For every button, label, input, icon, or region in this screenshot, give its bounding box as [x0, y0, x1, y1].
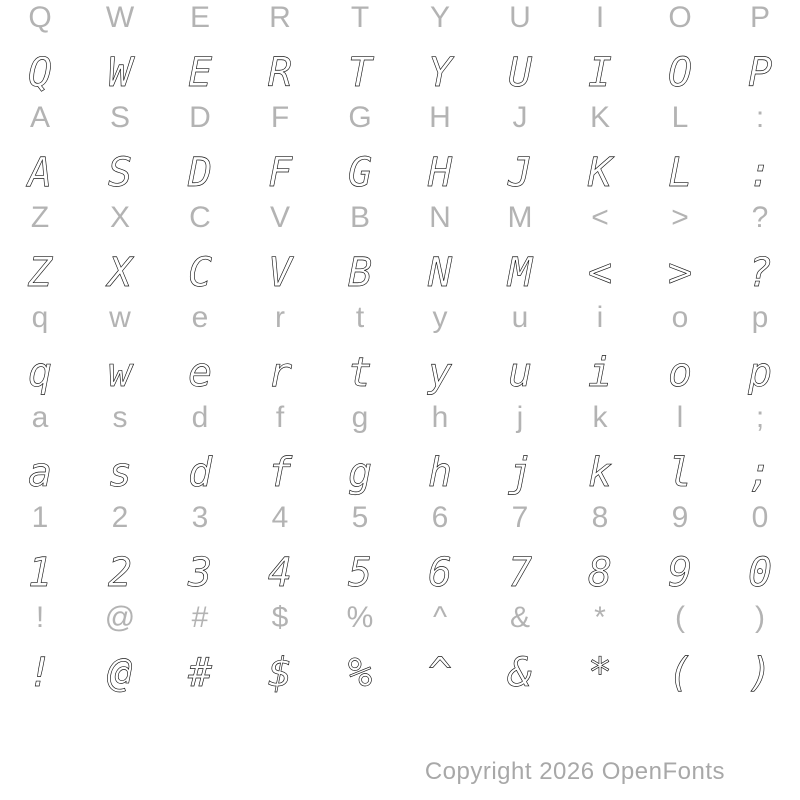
- reference-glyph: H: [429, 101, 451, 134]
- specimen-glyph: @: [107, 650, 133, 696]
- reference-glyph: U: [509, 1, 531, 34]
- specimen-glyph: 8: [587, 550, 613, 596]
- specimen-glyph: i: [587, 350, 613, 396]
- reference-glyph: (: [675, 601, 685, 634]
- specimen-glyph: 1: [27, 550, 53, 596]
- specimen-glyph: #: [187, 650, 213, 696]
- reference-glyph: o: [671, 301, 689, 334]
- reference-glyph: 7: [511, 501, 529, 534]
- reference-glyph: O: [668, 1, 692, 34]
- reference-glyph: ^: [432, 601, 448, 634]
- reference-glyph: I: [595, 1, 605, 34]
- reference-glyph: y: [432, 301, 448, 334]
- specimen-glyph: %: [347, 650, 373, 696]
- specimen-glyph: Q: [27, 50, 53, 96]
- reference-glyph: 0: [751, 501, 769, 534]
- reference-glyph: J: [512, 101, 528, 134]
- reference-glyph-row-6: [0, 600, 800, 646]
- specimen-glyph: Y: [427, 50, 453, 96]
- specimen-glyph: U: [507, 50, 533, 96]
- reference-glyph: e: [191, 301, 209, 334]
- reference-glyph: !: [35, 601, 45, 634]
- specimen-glyph: R: [267, 50, 293, 96]
- reference-glyph: &: [509, 601, 530, 634]
- specimen-glyph: h: [427, 450, 453, 496]
- specimen-glyph: *: [587, 650, 613, 696]
- reference-glyph: M: [507, 201, 533, 234]
- reference-glyph-row-3: [0, 300, 800, 346]
- specimen-glyph: Z: [27, 250, 53, 296]
- reference-glyph: d: [191, 401, 209, 434]
- reference-glyph: 6: [431, 501, 449, 534]
- reference-glyph: q: [31, 301, 49, 334]
- reference-glyph: ?: [751, 201, 769, 234]
- specimen-glyph: >: [667, 250, 693, 296]
- specimen-glyph: ?: [747, 250, 773, 296]
- specimen-glyph: H: [427, 150, 453, 196]
- reference-glyph: 3: [191, 501, 209, 534]
- reference-glyph: k: [592, 401, 608, 434]
- specimen-glyph: G: [347, 150, 373, 196]
- reference-glyph: B: [349, 201, 370, 234]
- specimen-glyph: V: [267, 250, 293, 296]
- reference-glyph: j: [516, 401, 524, 434]
- reference-glyph: r: [275, 301, 285, 334]
- reference-glyph: P: [749, 1, 770, 34]
- specimen-glyph: X: [107, 250, 133, 296]
- specimen-glyph-row-0: [0, 46, 800, 100]
- reference-glyph: @: [104, 601, 136, 634]
- specimen-glyph: d: [187, 450, 213, 496]
- reference-glyph: Z: [30, 201, 50, 234]
- specimen-glyph: u: [507, 350, 533, 396]
- reference-glyph-row-0: [0, 0, 800, 46]
- specimen-glyph: 2: [107, 550, 133, 596]
- reference-glyph: K: [589, 101, 610, 134]
- reference-glyph: g: [351, 401, 369, 434]
- specimen-glyph: I: [587, 50, 613, 96]
- reference-glyph: l: [676, 401, 684, 434]
- reference-glyph: Q: [28, 1, 52, 34]
- reference-glyph: ): [755, 601, 765, 634]
- specimen-glyph: e: [187, 350, 213, 396]
- reference-glyph: W: [105, 1, 135, 34]
- specimen-glyph: D: [187, 150, 213, 196]
- reference-glyph: X: [109, 201, 130, 234]
- reference-glyph: E: [189, 1, 210, 34]
- specimen-glyph: ): [747, 650, 773, 696]
- reference-glyph: V: [269, 201, 290, 234]
- copyright-text: Copyright 2026 OpenFonts: [424, 758, 725, 785]
- specimen-glyph: y: [427, 350, 453, 396]
- specimen-glyph: :: [747, 150, 773, 196]
- specimen-glyph: J: [507, 150, 533, 196]
- reference-glyph: 4: [271, 501, 289, 534]
- specimen-glyph: &: [507, 650, 533, 696]
- reference-glyph: 8: [591, 501, 609, 534]
- specimen-glyph: a: [27, 450, 53, 496]
- reference-glyph: h: [431, 401, 449, 434]
- reference-glyph: C: [189, 201, 211, 234]
- specimen-glyph: o: [667, 350, 693, 396]
- specimen-glyph: W: [107, 50, 133, 96]
- specimen-glyph: P: [747, 50, 773, 96]
- specimen-glyph: 4: [267, 550, 293, 596]
- specimen-glyph: 0: [747, 550, 773, 596]
- specimen-glyph: 9: [667, 550, 693, 596]
- specimen-glyph: <: [587, 250, 613, 296]
- specimen-glyph: N: [427, 250, 453, 296]
- specimen-glyph: s: [107, 450, 133, 496]
- reference-glyph: 1: [31, 501, 49, 534]
- reference-glyph: D: [189, 101, 211, 134]
- reference-glyph: G: [348, 101, 372, 134]
- reference-glyph: t: [355, 301, 365, 334]
- reference-glyph: F: [270, 101, 290, 134]
- reference-glyph: p: [751, 301, 769, 334]
- specimen-glyph: q: [27, 350, 53, 396]
- reference-glyph: w: [109, 301, 131, 334]
- reference-glyph-row-2: [0, 200, 800, 246]
- reference-glyph: R: [269, 1, 291, 34]
- specimen-glyph: g: [347, 450, 373, 496]
- reference-glyph-row-5: [0, 500, 800, 546]
- reference-glyph: *: [594, 601, 606, 634]
- specimen-glyph-row-1: [0, 146, 800, 200]
- reference-glyph: <: [591, 201, 609, 234]
- specimen-glyph: (: [667, 650, 693, 696]
- specimen-glyph: t: [347, 350, 373, 396]
- specimen-glyph: p: [747, 350, 773, 396]
- specimen-glyph: r: [267, 350, 293, 396]
- reference-glyph: S: [109, 101, 130, 134]
- reference-glyph: %: [346, 601, 374, 634]
- reference-glyph: A: [29, 101, 50, 134]
- reference-glyph-row-4: [0, 400, 800, 446]
- specimen-glyph: S: [107, 150, 133, 196]
- reference-glyph: u: [511, 301, 529, 334]
- specimen-glyph-row-5: [0, 546, 800, 600]
- specimen-glyph: E: [187, 50, 213, 96]
- reference-glyph: #: [191, 601, 209, 634]
- reference-glyph: i: [596, 301, 604, 334]
- specimen-glyph: 6: [427, 550, 453, 596]
- specimen-glyph-row-4: [0, 446, 800, 500]
- reference-glyph: $: [271, 601, 289, 634]
- reference-glyph-row-1: [0, 100, 800, 146]
- reference-glyph: a: [31, 401, 49, 434]
- specimen-glyph: O: [667, 50, 693, 96]
- reference-glyph: 5: [351, 501, 369, 534]
- reference-glyph: :: [755, 101, 765, 134]
- specimen-glyph: ^: [427, 650, 453, 696]
- specimen-glyph: ;: [747, 450, 773, 496]
- specimen-glyph: M: [507, 250, 533, 296]
- reference-glyph: 2: [111, 501, 129, 534]
- reference-glyph: L: [671, 101, 689, 134]
- reference-glyph: ;: [755, 401, 765, 434]
- reference-glyph: N: [429, 201, 451, 234]
- specimen-glyph: 7: [507, 550, 533, 596]
- specimen-glyph: $: [267, 650, 293, 696]
- specimen-glyph: k: [587, 450, 613, 496]
- reference-glyph: 9: [671, 501, 689, 534]
- specimen-glyph: l: [667, 450, 693, 496]
- specimen-glyph: K: [587, 150, 613, 196]
- reference-glyph: s: [112, 401, 128, 434]
- specimen-glyph: j: [507, 450, 533, 496]
- specimen-glyph: T: [347, 50, 373, 96]
- specimen-glyph: w: [107, 350, 133, 396]
- reference-glyph: >: [671, 201, 689, 234]
- specimen-glyph: C: [187, 250, 213, 296]
- specimen-glyph: 3: [187, 550, 213, 596]
- specimen-glyph: L: [667, 150, 693, 196]
- specimen-glyph-row-3: [0, 346, 800, 400]
- specimen-glyph: A: [27, 150, 53, 196]
- specimen-glyph: F: [267, 150, 293, 196]
- specimen-glyph: 5: [347, 550, 373, 596]
- reference-glyph: Y: [429, 1, 450, 34]
- specimen-glyph-row-6: [0, 646, 800, 700]
- specimen-glyph-row-2: [0, 246, 800, 300]
- reference-glyph: T: [350, 1, 370, 34]
- specimen-glyph: !: [27, 650, 53, 696]
- specimen-glyph: f: [267, 450, 293, 496]
- reference-glyph: f: [275, 401, 285, 434]
- specimen-glyph: B: [347, 250, 373, 296]
